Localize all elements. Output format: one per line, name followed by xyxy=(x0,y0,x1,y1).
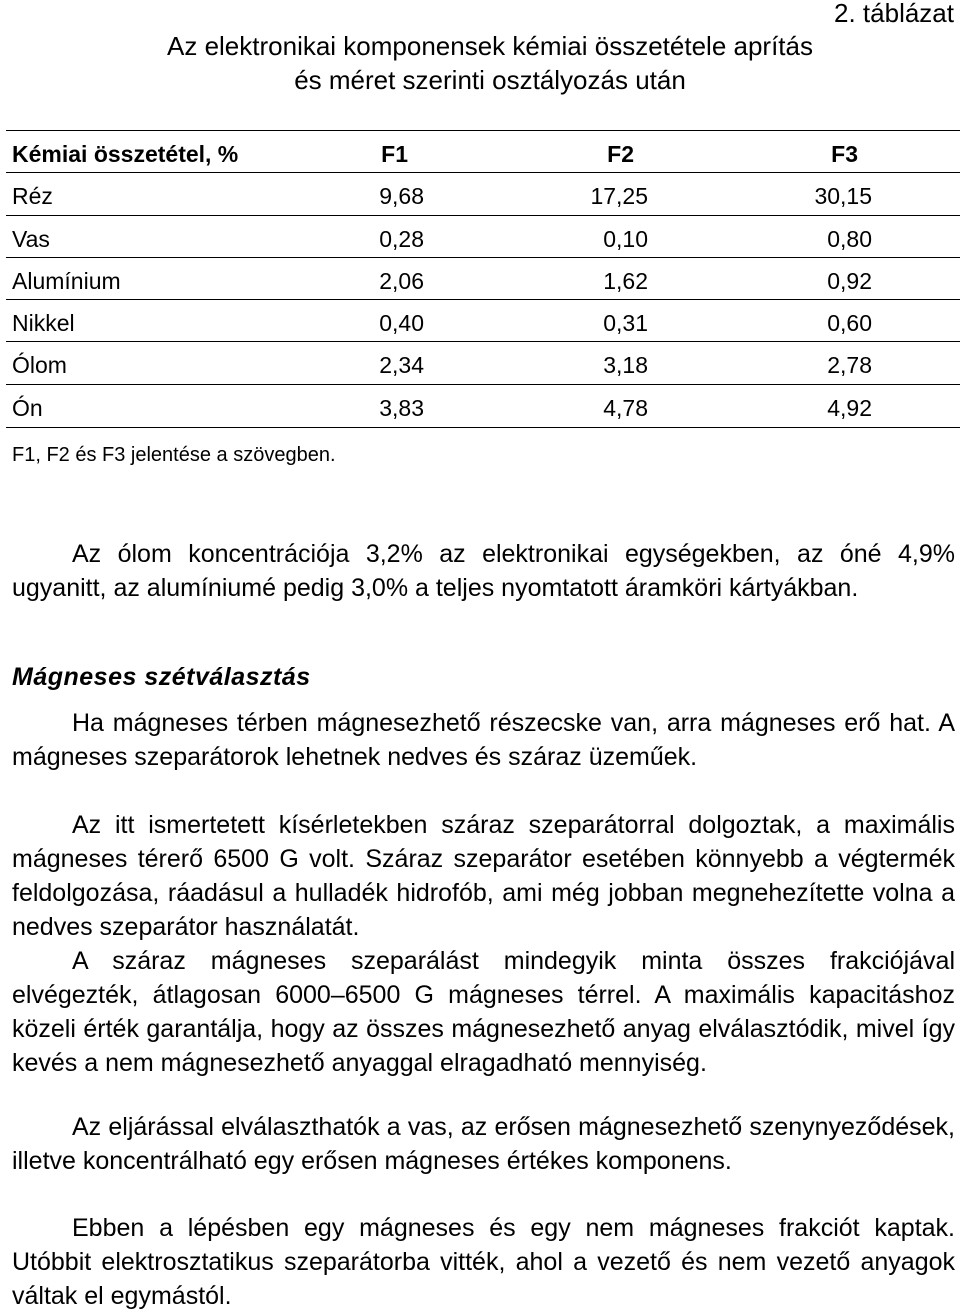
element-name: Alumínium xyxy=(12,268,121,294)
table-row xyxy=(0,173,960,216)
table-caption-line-1: Az elektronikai komponensek kémiai összetétele aprítás xyxy=(167,31,813,61)
value-f3: 30,15 xyxy=(814,183,872,209)
value-f3: 2,78 xyxy=(827,352,872,378)
table-row xyxy=(0,258,960,301)
element-name: Vas xyxy=(12,226,50,252)
table-label: 2. táblázat xyxy=(834,0,954,28)
table-row xyxy=(0,385,960,428)
element-name: Réz xyxy=(12,183,53,209)
value-f1: 9,68 xyxy=(379,183,424,209)
value-f3: 0,92 xyxy=(827,268,872,294)
value-f3: 4,92 xyxy=(827,395,872,421)
header-f1: F1 xyxy=(381,141,408,167)
value-f3: 0,60 xyxy=(827,310,872,336)
value-f2: 0,31 xyxy=(603,310,648,336)
paragraph: A száraz mágneses szeparálást mindegyik minta összes frakciójával elvégezték, átlagosan 6000–6500 G mágneses térrel. A maximális kapacitáshoz közeli érték garantálja, hogy az összes mágnesezhető anyag elválasztódik, mivel így kevés a nem mágnesezhető anyaggal elragadható mennyiség. xyxy=(12,947,955,1077)
value-f1: 0,40 xyxy=(379,310,424,336)
paragraph: Az itt ismertetett kísérletekben száraz szeparátorral dolgoztak, a maximális mágneses térerő 6500 G volt. Száraz szeparátor esetében könnyebb a végtermék feldolgozása, ráadásul a hulladék hidrofób, ami még jobban megnehezítette volna a nedves szeparátor használatát. xyxy=(12,811,955,941)
table-row xyxy=(0,300,960,343)
element-name: Ólom xyxy=(12,352,67,378)
table-caption-line-2: és méret szerinti osztályozás után xyxy=(294,65,686,95)
value-f3: 0,80 xyxy=(827,226,872,252)
paragraph: Ebben a lépésben egy mágneses és egy nem mágneses frakciót kaptak. Utóbbit elektrosztatikus szeparátorba vitték, ahol a vezető és nem vezető anyagok váltak el egymástól. xyxy=(12,1214,955,1310)
value-f1: 2,34 xyxy=(379,352,424,378)
paragraph: Az ólom koncentrációja 3,2% az elektronikai egységekben, az óné 4,9% ugyanitt, az alumíniumé pedig 3,0% a teljes nyomtatott áramköri kártyákban. xyxy=(12,540,955,602)
value-f1: 3,83 xyxy=(379,395,424,421)
value-f2: 4,78 xyxy=(603,395,648,421)
header-f2: F2 xyxy=(607,141,634,167)
table-bottom-rule xyxy=(6,427,960,428)
element-name: Ón xyxy=(12,395,43,421)
header-composition: Kémiai összetétel, % xyxy=(12,141,239,167)
element-name: Nikkel xyxy=(12,310,75,336)
table-row xyxy=(0,216,960,259)
value-f2: 0,10 xyxy=(603,226,648,252)
value-f2: 1,62 xyxy=(603,268,648,294)
table-row xyxy=(0,342,960,385)
header-f3: F3 xyxy=(831,141,858,167)
value-f2: 3,18 xyxy=(603,352,648,378)
paragraph: Ha mágneses térben mágnesezhető részecske van, arra mágneses erő hat. A mágneses szeparátorok lehetnek nedves és száraz üzeműek. xyxy=(12,709,955,771)
paragraph: Az eljárással elválaszthatók a vas, az erősen mágnesezhető szenynyeződések, illetve koncentrálható egy erősen mágneses értékes komponens. xyxy=(12,1113,955,1175)
value-f2: 17,25 xyxy=(590,183,648,209)
section-heading: Mágneses szétválasztás xyxy=(12,663,311,691)
table-header-row xyxy=(0,131,960,174)
value-f1: 0,28 xyxy=(379,226,424,252)
value-f1: 2,06 xyxy=(379,268,424,294)
table-note: F1, F2 és F3 jelentése a szövegben. xyxy=(12,444,336,466)
